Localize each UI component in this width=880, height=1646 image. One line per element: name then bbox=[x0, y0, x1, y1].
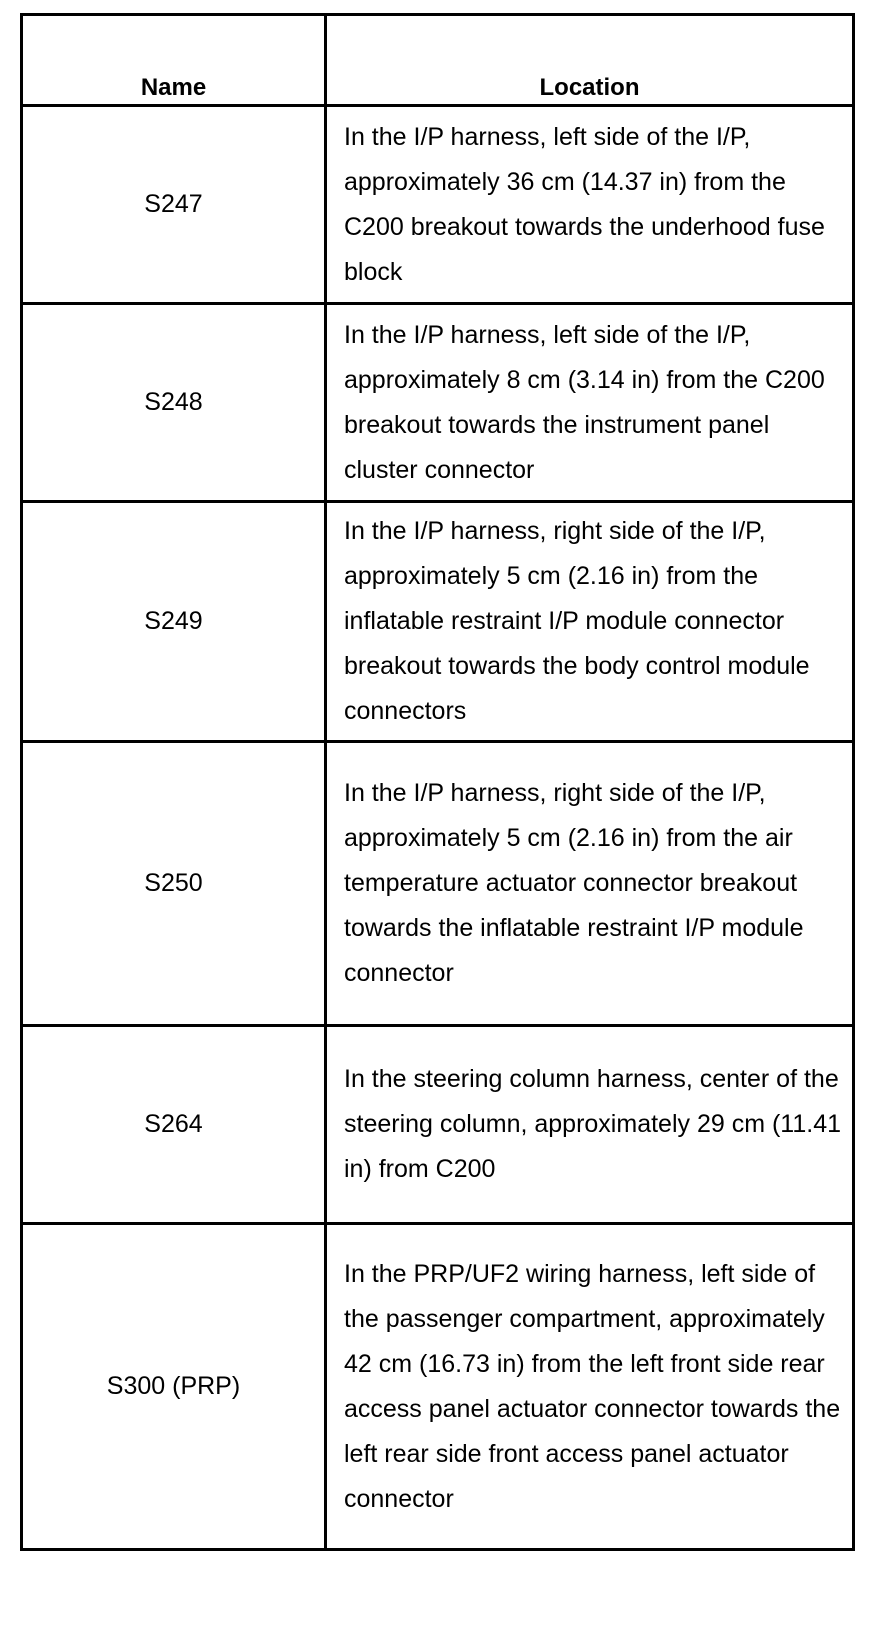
header-row bbox=[22, 15, 854, 106]
splice-name-cell: S264 bbox=[22, 1026, 326, 1224]
table-row bbox=[22, 1224, 854, 1550]
splice-location-cell: In the I/P harness, right side of the I/P, approximately 5 cm (2.16 in) from the inflatable restraint I/P module connector breakout towards the body control module connectors bbox=[326, 502, 854, 742]
splice-location-cell: In the I/P harness, left side of the I/P, approximately 36 cm (14.37 in) from the C200 breakout towards the underhood fuse block bbox=[326, 106, 854, 304]
splice-name-cell: S247 bbox=[22, 106, 326, 304]
splice-location-cell: In the PRP/UF2 wiring harness, left side of the passenger compartment, approximately 42 cm (16.73 in) from the left front side rear access panel actuator connector towards the left rear side front access panel actuator connector bbox=[326, 1224, 854, 1550]
splice-name-cell: S250 bbox=[22, 742, 326, 1026]
splice-location-table bbox=[20, 13, 855, 1551]
name-column-header: Name bbox=[22, 15, 326, 106]
splice-location-cell: In the I/P harness, right side of the I/P, approximately 5 cm (2.16 in) from the air temperature actuator connector breakout towards the inflatable restraint I/P module connector bbox=[326, 742, 854, 1026]
splice-name-cell: S249 bbox=[22, 502, 326, 742]
table-row bbox=[22, 106, 854, 304]
splice-location-cell: In the steering column harness, center of the steering column, approximately 29 cm (11.41 in) from C200 bbox=[326, 1026, 854, 1224]
splice-location-cell: In the I/P harness, left side of the I/P, approximately 8 cm (3.14 in) from the C200 breakout towards the instrument panel cluster connector bbox=[326, 304, 854, 502]
location-column-header: Location bbox=[326, 15, 854, 106]
splice-name-cell: S248 bbox=[22, 304, 326, 502]
table-row bbox=[22, 304, 854, 502]
table-row bbox=[22, 742, 854, 1026]
table-row bbox=[22, 502, 854, 742]
table-row bbox=[22, 1026, 854, 1224]
splice-name-cell: S300 (PRP) bbox=[22, 1224, 326, 1550]
